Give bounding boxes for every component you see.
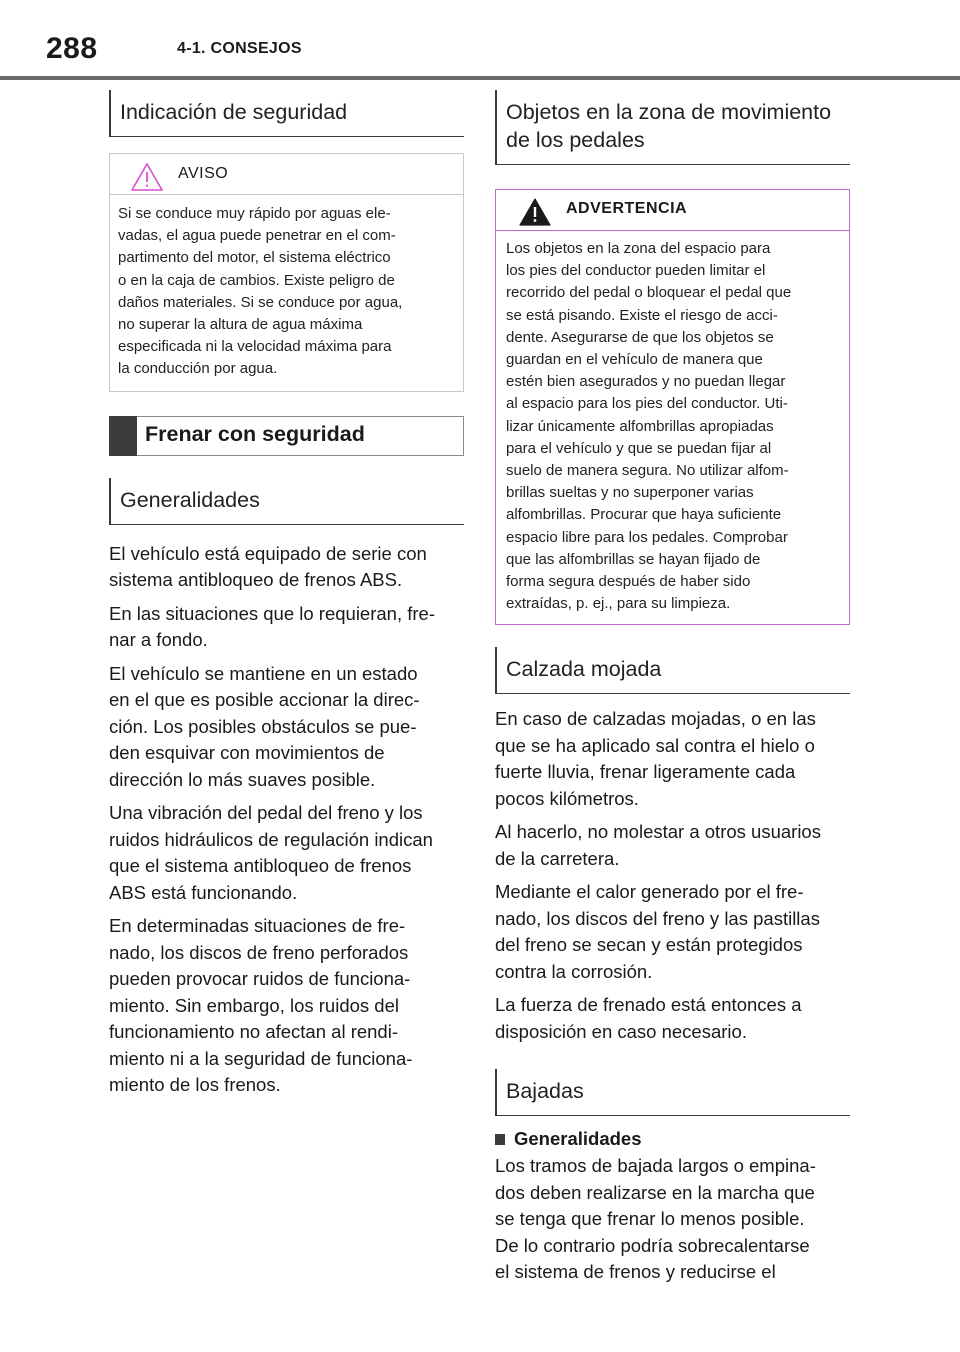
paragraph: El vehículo se mantiene en un estado en el que es posible accionar la direc- ción. Los posibles obstáculos se pue- den esquivar con movimientos de dirección lo más suaves posible. [109, 662, 420, 790]
section-title-safety: Indicación de seguridad [109, 90, 464, 137]
aviso-label: AVISO [178, 165, 229, 182]
paragraph: En caso de calzadas mojadas, o en las que se ha aplicado sal contra el hielo o fuerte lluvia, frenar ligeramente cada pocos kilómetros. [495, 708, 816, 809]
right-body [495, 706, 850, 1045]
paragraph: Una vibración del pedal del freno y los ruidos hidráulicos de regulación indican que el sistema antibloqueo de frenos ABS está funcionando. [109, 802, 433, 903]
aviso-box [109, 153, 464, 392]
paragraph: Los tramos de bajada largos o empina- dos deben realizarse en la marcha que se tenga que frenar lo menos posible. De lo contrario podría sobrecalentarse el sistema de frenos y reducirse el [495, 1155, 816, 1283]
warning-triangle-filled-icon [518, 197, 552, 227]
chapter-title: 4-1. CONSEJOS [177, 40, 302, 57]
square-bullet-icon [495, 1134, 505, 1145]
advertencia-header [496, 190, 849, 231]
advertencia-text: Los objetos en la zona del espacio para los pies del conductor pueden limitar el recorrido del pedal o bloquear el pedal que se está pisando. Existe el riesgo de acci- dente. Asegurarse de que los objetos se guardan en el vehículo de manera que estén bien asegurados y no puedan llegar al espacio para los pies del conductor. Uti- lizar únicamente alfombrillas apropiadas para el vehículo y que se puedan fijar al suelo de manera segura. No utilizar alfom- brillas sueltas y no superponer varias alfombrillas. Procurar que haya suficiente espacio libre para los pedales. Comprobar que las alfombrillas se hayan fijado de forma segura después de haber sido extraídas, p. ej., para su limpieza. [506, 240, 792, 613]
section-title-wet-road: Calzada mojada [495, 647, 850, 694]
paragraph: Al hacerlo, no molestar a otros usuarios de la carretera. [495, 821, 821, 869]
bar-marker [109, 416, 137, 456]
paragraph: La fuerza de frenado está entonces a disposición en caso necesario. [495, 994, 802, 1042]
advertencia-label: ADVERTENCIA [566, 200, 688, 217]
section-title-general: Generalidades [109, 478, 464, 525]
section-title-pedals: Objetos en la zona de movimiento de los pedales [495, 90, 850, 165]
paragraph: En determinadas situaciones de fre- nado, los discos de freno perforados pueden provocar ruidos de funciona- miento. Sin embargo, los ruidos del funcionamiento no afectan al rendi- miento ni a la seguridad de funciona- miento de los frenos. [109, 915, 413, 1096]
section-title-downhill: Bajadas [495, 1069, 850, 1116]
right-column [495, 90, 850, 1293]
aviso-text: Si se conduce muy rápido por aguas ele- vadas, el agua puede penetrar en el com- partimento del motor, el sistema eléctrico o en la caja de cambios. Existe peligro de daños materiales. Si se conduce por agua, no superar la altura de agua máxima especificada ni la velocidad máxima para la conducción por agua. [118, 205, 403, 378]
warning-triangle-icon [130, 162, 164, 192]
sub-heading: Generalidades [495, 1126, 850, 1152]
section-bar-braking [109, 416, 464, 456]
left-body [109, 541, 464, 1099]
paragraph: Mediante el calor generado por el fre- nado, los discos del freno y las pastillas del freno se secan y están protegidos contra la corrosión. [495, 881, 820, 982]
paragraph: En las situaciones que lo requieran, fre- nar a fondo. [109, 602, 435, 651]
left-column [109, 90, 464, 1106]
page-number: 288 [46, 32, 98, 65]
bar-title-label: Frenar con seguridad [145, 421, 365, 446]
header-rule [0, 76, 960, 80]
advertencia-box [495, 189, 850, 625]
aviso-header [110, 154, 463, 195]
page-header [0, 0, 960, 80]
paragraph: El vehículo está equipado de serie con sistema antibloqueo de frenos ABS. [109, 542, 427, 591]
